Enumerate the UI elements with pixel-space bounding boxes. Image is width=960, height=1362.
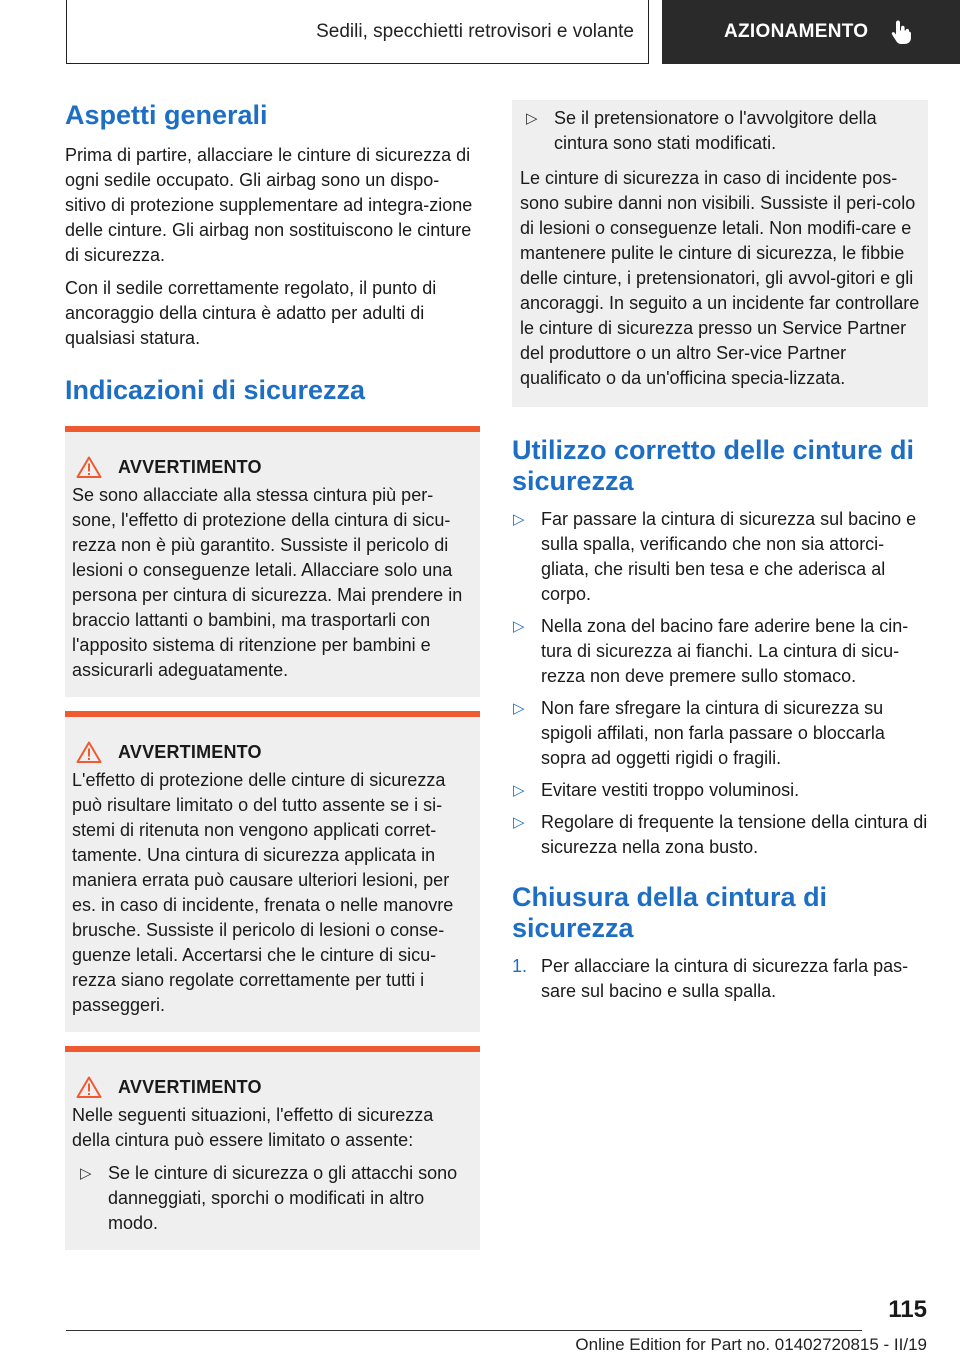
warning-title: AVVERTIMENTO [72,741,473,763]
warning-triangle-icon [76,1076,102,1098]
warning-continuation-list [520,106,920,156]
warning-box-3 [65,1046,480,1250]
general-paragraph-1: Prima di partire, allacciare le cinture di sicurezza di ogni sedile occupato. Gli airbag sono un dispo-sitivo di protezione supplementare ad integra-zione delle cinture. Gli airbag non sostituiscono le cinture di sicurezza. [65,145,473,265]
warning-text: Se sono allacciate alla stessa cintura più per-sone, l'effetto di protezione della cintura di sicu-rezza non è più garantito. Sussiste il pericolo di lesioni o conseguenze letali. Allacciare solo una persona per cintura di sicurezza. Mai prendere in braccio lattanti o bambini, ma trasportarli con l'apposito sistema di ritenzione per bambini e assicurarli adeguatamente. [72,485,463,680]
warning-box-2 [65,711,480,1032]
correct-use-list [512,507,928,860]
heading-buckle: Chiusura della cintura di sicurezza [512,882,828,943]
footer-divider [66,1330,862,1331]
list-item: ▷ Se le cinture di sicurezza o gli attacchi sono danneggiati, sporchi o modificati in altro modo. [80,1163,458,1233]
warning-continuation-box [512,100,928,407]
footer-edition: Online Edition for Part no. 01402720815 - II/19 [575,1335,927,1354]
triangle-bullet-icon: ▷ [513,814,525,831]
right-column [512,100,928,1004]
warning-continuation-text: Le cinture di sicurezza in caso di incidente pos-sono subire danni non visibili. Sussiste il peri-colo di lesioni o conseguenze letali. Non modifi-care e mantenere pulite le cinture di sicurezza, le fibbie delle cinture, i pretensionatori, gli avvol-gitori e gli ancoraggi. In seguito a un incidente far controllare le cinture di sicurezza presso un Service Partner del produttore o un altro Ser-vice Partner qualificato o da un'officina specia-lizzata. [520,168,920,388]
section-title: Sedili, specchietti retrovisori e volante [316,20,634,42]
chapter-title: AZIONAMENTO [724,21,869,42]
list-item: ▷ Non fare sfregare la cintura di sicurezza su spigoli affilati, non farla passare o bloccarla sopra ad oggetti rigidi o fragili. [513,698,885,768]
list-item: ▷ Regolare di frequente la tensione della cintura di sicurezza nella zona busto. [513,812,928,857]
hand-pointer-icon [890,19,912,45]
triangle-bullet-icon: ▷ [513,782,525,799]
buckle-steps [512,954,928,1004]
warning-triangle-icon [76,456,102,478]
list-item: ▷ Se il pretensionatore o l'avvolgitore della cintura sono stati modificati. [526,108,877,153]
warning-triangle-icon [76,741,102,763]
heading-correct-use: Utilizzo corretto delle cinture di sicurezza [512,435,915,496]
list-item: ▷ Evitare vestiti troppo voluminosi. [512,778,928,803]
warning-box-1 [65,426,480,697]
warning-title: AVVERTIMENTO [72,456,473,478]
warning-list [72,1161,473,1236]
triangle-bullet-icon: ▷ [80,1165,92,1182]
triangle-bullet-icon: ▷ [526,110,538,127]
warning-text: L'effetto di protezione delle cinture di sicurezza può risultare limitato o del tutto assente se i si-stemi di ritenuta non vengono applicati corret-tamente. Una cintura di sicurezza applicata in maniera errata può causare ulteriori lesioni, per es. in caso di incidente, frenata o nelle manovre brusche. Sussiste il pericolo di lesioni o conse-guenze letali. Accertarsi che le cinture di sicu-rezza siano regolate correttamente per tutti i passeggeri. [72,770,454,1015]
triangle-bullet-icon: ▷ [513,700,525,717]
header-section-title [66,0,649,64]
step-number: 1. [512,956,528,976]
warning-title: AVVERTIMENTO [72,1076,473,1098]
general-paragraph-2: Con il sedile correttamente regolato, il punto di ancoraggio della cintura è adatto per adulti di qualsiasi statura. [65,278,437,348]
triangle-bullet-icon: ▷ [513,618,525,635]
list-item: ▷ Nella zona del bacino fare aderire bene la cin-tura di sicurezza ai fianchi. La cintura di sicu-rezza non deve premere sullo stomaco. [513,616,909,686]
left-column [65,100,480,1250]
heading-general: Aspetti generali [65,100,268,130]
triangle-bullet-icon: ▷ [513,511,525,528]
header-chapter-tab [662,0,960,64]
list-item: ▷ Far passare la cintura di sicurezza sul bacino e sulla spalla, verificando che non sia attorci-gliata, che risulti ben tesa e che aderisca al corpo. [513,509,917,604]
warning-text: Nelle seguenti situazioni, l'effetto di sicurezza della cintura può essere limitato o assente: [72,1105,434,1150]
step-item: 1. Per allacciare la cintura di sicurezza farla pas-sare sul bacino e sulla spalla. [512,956,909,1001]
heading-safety: Indicazioni di sicurezza [65,375,366,405]
page-number: 115 [888,1296,927,1323]
